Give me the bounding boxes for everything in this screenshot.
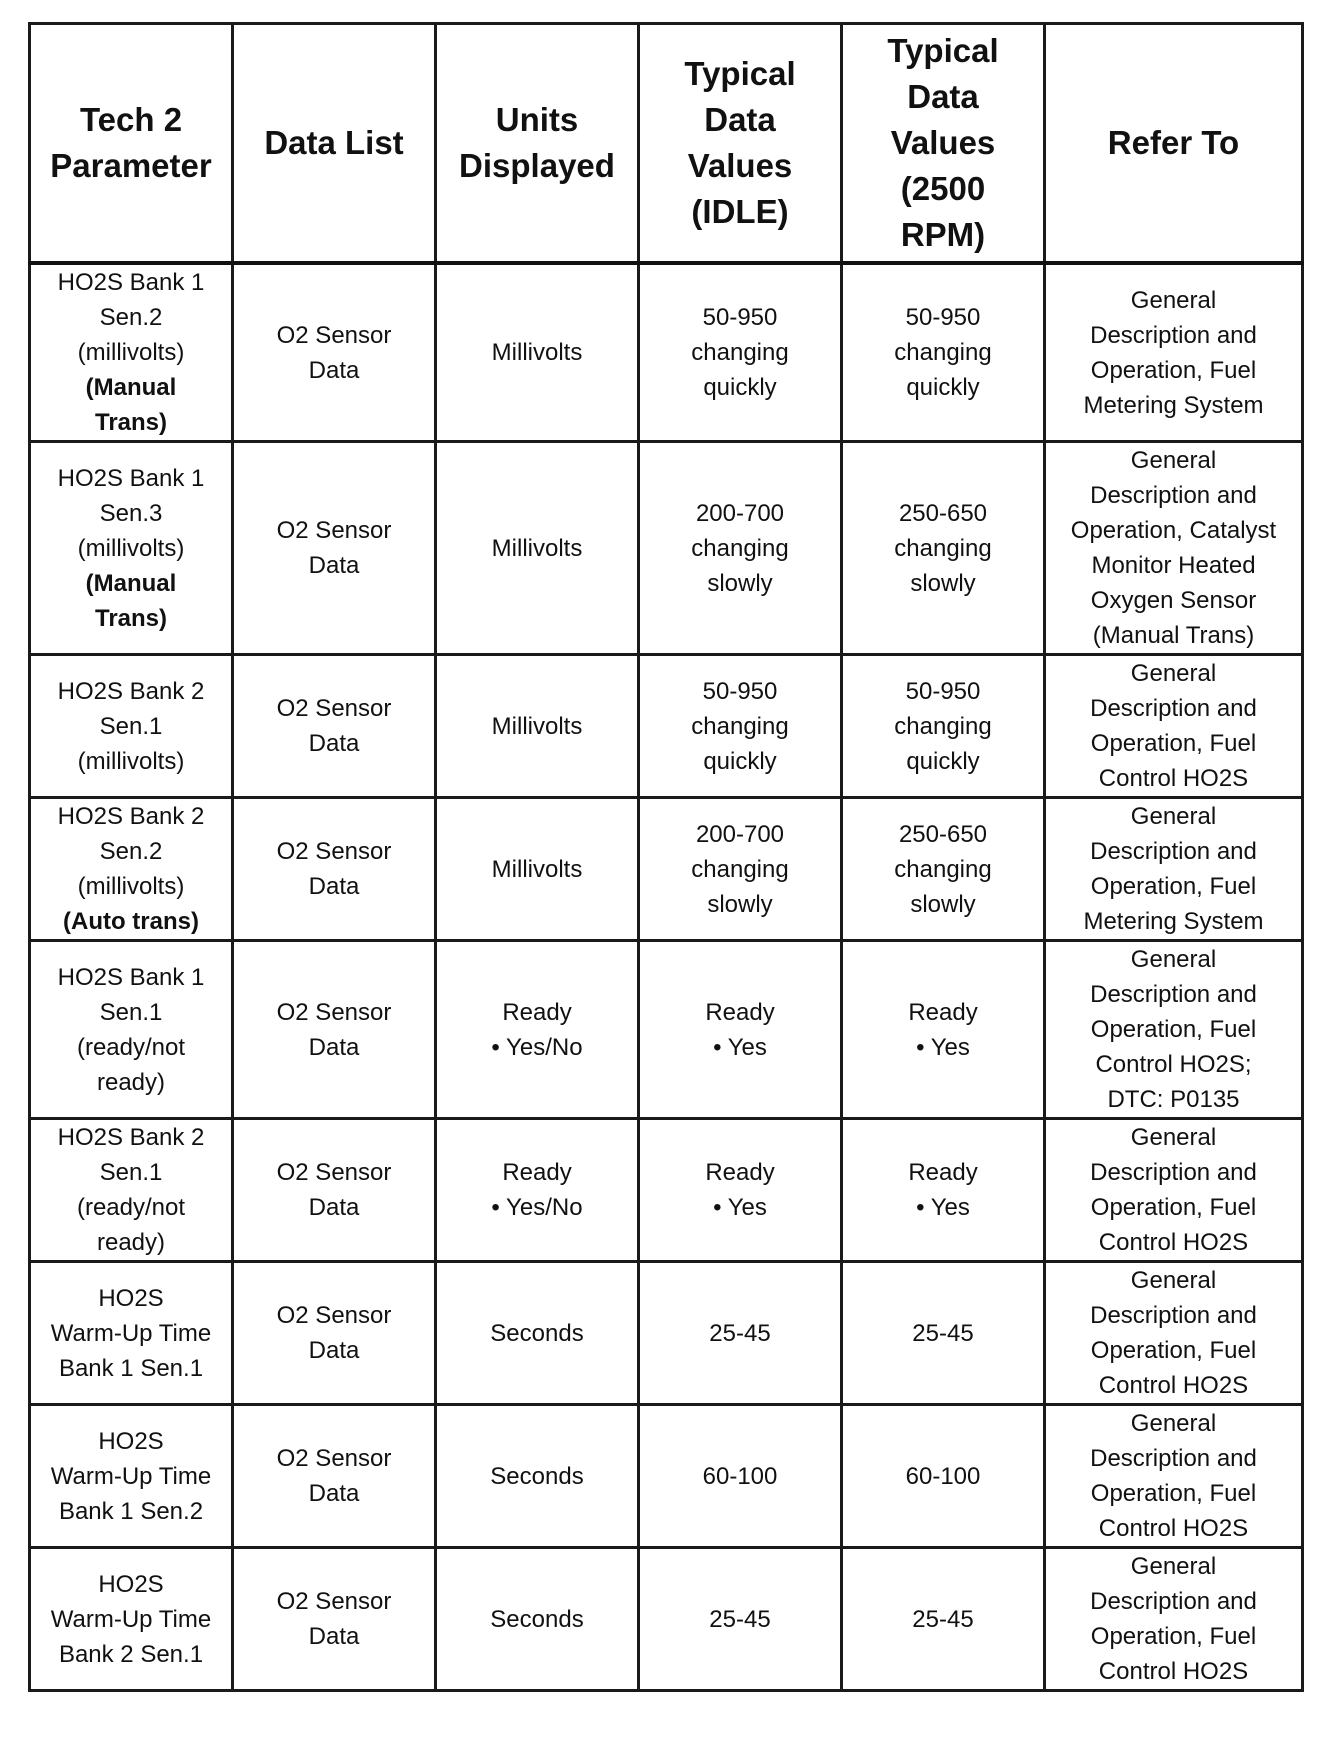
cell-line: General (1130, 1410, 1217, 1437)
cell-line: • Yes (713, 1194, 767, 1221)
table-row (30, 798, 1303, 941)
data-list-cell (233, 1119, 436, 1262)
refer-to-cell (1045, 798, 1303, 941)
cell-line: changing (894, 339, 992, 366)
cell-line: Ready (705, 998, 775, 1026)
cell-line: Control HO2S (1098, 765, 1249, 792)
data-list-cell (233, 1405, 436, 1548)
cell-line: HO2S (98, 1570, 164, 1598)
cell-line: HO2S (98, 1427, 164, 1455)
units-cell (436, 798, 639, 941)
column-header-parameter (30, 24, 233, 264)
column-header-idle-values (639, 24, 842, 264)
cell-line: • Yes (916, 1194, 970, 1221)
cell-line: HO2S Bank 1 (57, 269, 205, 296)
cell-line: Millivolts (491, 339, 583, 366)
cell-line: Seconds (490, 1605, 584, 1633)
cell-line: 250-650 (898, 499, 988, 527)
cell-line: quickly (703, 747, 777, 775)
header-line: Values (890, 124, 996, 161)
rpm-value-cell (842, 1405, 1045, 1548)
cell-line-bold: Trans) (94, 604, 168, 632)
header-line: Data List (264, 124, 404, 161)
cell-line: Warm-Up Time (50, 1605, 212, 1633)
units-cell (436, 442, 639, 655)
units-cell (436, 263, 639, 442)
cell-line: Description and (1090, 321, 1257, 349)
cell-line: O2 Sensor (276, 998, 392, 1026)
parameter-cell (30, 941, 233, 1119)
refer-to-cell (1045, 1405, 1303, 1548)
cell-line: Control HO2S (1098, 1229, 1249, 1256)
cell-line: Description and (1090, 981, 1257, 1008)
header-line: Data (907, 78, 979, 115)
cell-line: DTC: P0135 (1107, 1086, 1240, 1113)
cell-line: O2 Sensor (276, 1302, 392, 1329)
cell-line: • Yes/No (491, 1194, 583, 1221)
cell-line: Description and (1090, 1159, 1257, 1186)
cell-line: 50-950 (702, 677, 778, 705)
cell-line: Sen.1 (99, 998, 163, 1026)
cell-line: changing (894, 855, 992, 883)
cell-line: HO2S (98, 1284, 164, 1312)
units-cell (436, 655, 639, 798)
parameter-cell (30, 442, 233, 655)
column-header-refer-to (1045, 24, 1303, 264)
header-row (30, 24, 1303, 264)
parameter-cell (30, 655, 233, 798)
cell-line: HO2S Bank 2 (57, 1124, 205, 1151)
cell-line: Ready (705, 1159, 775, 1186)
cell-line: (millivolts) (77, 747, 185, 775)
header-line: (IDLE) (691, 193, 789, 230)
header-line: Parameter (50, 147, 212, 184)
cell-line: 50-950 (702, 304, 778, 331)
units-cell (436, 1548, 639, 1691)
cell-line: Operation, Fuel (1090, 1194, 1257, 1221)
cell-line: quickly (906, 747, 980, 775)
cell-line: Millivolts (491, 712, 583, 740)
data-list-cell (233, 1262, 436, 1405)
cell-line: O2 Sensor (276, 517, 392, 544)
cell-line: 200-700 (695, 499, 785, 527)
rpm-value-cell (842, 263, 1045, 442)
cell-line: • Yes (916, 1033, 970, 1061)
cell-line: Sen.1 (99, 712, 163, 740)
cell-line: 200-700 (695, 820, 785, 848)
cell-line: Seconds (490, 1462, 584, 1490)
cell-line: General (1130, 1267, 1217, 1294)
rpm-value-cell (842, 1548, 1045, 1691)
cell-line: 25-45 (709, 1319, 771, 1347)
cell-line: ready) (96, 1229, 166, 1256)
table-row (30, 941, 1303, 1119)
cell-line: Description and (1090, 1588, 1257, 1615)
cell-line: Data (308, 356, 360, 384)
cell-line: 60-100 (702, 1462, 778, 1490)
idle-value-cell (639, 1405, 842, 1548)
table-row (30, 442, 1303, 655)
header-line: (2500 (900, 170, 986, 207)
cell-line: Operation, Fuel (1090, 1480, 1257, 1507)
rpm-value-cell (842, 1262, 1045, 1405)
cell-line: HO2S Bank 2 (57, 677, 205, 705)
cell-line: O2 Sensor (276, 321, 392, 349)
cell-line: 25-45 (912, 1319, 974, 1347)
cell-line: Description and (1090, 695, 1257, 722)
cell-line: O2 Sensor (276, 1159, 392, 1186)
cell-line: Operation, Fuel (1090, 873, 1257, 900)
idle-value-cell (639, 1262, 842, 1405)
table-body (30, 263, 1303, 1691)
cell-line: HO2S Bank 2 (57, 803, 205, 830)
cell-line: Ready (908, 998, 978, 1026)
cell-line: changing (894, 534, 992, 562)
header-line: Displayed (459, 147, 615, 184)
parameter-cell (30, 1119, 233, 1262)
cell-line: Operation, Fuel (1090, 1016, 1257, 1043)
cell-line: General (1130, 286, 1217, 314)
cell-line: General (1130, 1124, 1217, 1151)
cell-line: Ready (908, 1159, 978, 1186)
table-row (30, 655, 1303, 798)
cell-line: Bank 2 Sen.1 (58, 1640, 204, 1668)
data-list-cell (233, 263, 436, 442)
cell-line: slowly (910, 890, 976, 918)
idle-value-cell (639, 1548, 842, 1691)
header-line: Refer To (1107, 124, 1240, 161)
cell-line: Data (308, 1033, 360, 1061)
table-row (30, 1262, 1303, 1405)
cell-line: Oxygen Sensor (1090, 587, 1257, 614)
cell-line: Millivolts (491, 855, 583, 883)
cell-line: 250-650 (898, 820, 988, 848)
idle-value-cell (639, 263, 842, 442)
cell-line: Operation, Fuel (1090, 1623, 1257, 1650)
refer-to-cell (1045, 1548, 1303, 1691)
refer-to-cell (1045, 1119, 1303, 1262)
cell-line: Metering System (1083, 391, 1264, 419)
data-list-cell (233, 442, 436, 655)
cell-line: • Yes (713, 1033, 767, 1061)
cell-line: 50-950 (905, 304, 981, 331)
cell-line: 25-45 (709, 1605, 771, 1633)
header-line: Data (704, 101, 776, 138)
refer-to-cell (1045, 1262, 1303, 1405)
data-list-cell (233, 655, 436, 798)
cell-line: Operation, Fuel (1090, 1337, 1257, 1364)
cell-line: quickly (906, 374, 980, 401)
column-header-data-list (233, 24, 436, 264)
cell-line: Data (308, 552, 360, 579)
header-line: Values (687, 147, 793, 184)
cell-line: Data (308, 1337, 360, 1364)
data-list-cell (233, 798, 436, 941)
cell-line: Data (308, 730, 360, 757)
rpm-value-cell (842, 655, 1045, 798)
refer-to-cell (1045, 655, 1303, 798)
units-cell (436, 941, 639, 1119)
refer-to-cell (1045, 442, 1303, 655)
cell-line: (ready/not (76, 1033, 186, 1061)
cell-line: Operation, Catalyst (1070, 517, 1277, 544)
table-row (30, 1119, 1303, 1262)
idle-value-cell (639, 941, 842, 1119)
cell-line: (millivolts) (77, 534, 185, 562)
cell-line: changing (894, 712, 992, 740)
parameter-cell (30, 263, 233, 442)
table-row (30, 1405, 1303, 1548)
cell-line: quickly (703, 374, 777, 401)
rpm-value-cell (842, 442, 1045, 655)
cell-line: Data (308, 1194, 360, 1221)
cell-line: Operation, Fuel (1090, 730, 1257, 757)
cell-line: 50-950 (905, 677, 981, 705)
data-list-cell (233, 941, 436, 1119)
cell-line: Sen.2 (99, 304, 163, 331)
cell-line: HO2S Bank 1 (57, 963, 205, 991)
rpm-value-cell (842, 941, 1045, 1119)
parameter-cell (30, 1548, 233, 1691)
parameter-table (28, 22, 1304, 1692)
cell-line: (Manual Trans) (1092, 622, 1255, 649)
cell-line: Millivolts (491, 534, 583, 562)
column-header-rpm-values (842, 24, 1045, 264)
cell-line: Sen.1 (99, 1159, 163, 1186)
cell-line: Data (308, 873, 360, 900)
cell-line: changing (691, 534, 789, 562)
units-cell (436, 1262, 639, 1405)
header-line: Units (495, 101, 579, 138)
cell-line: Ready (502, 998, 572, 1026)
cell-line-bold: Trans) (94, 409, 168, 436)
cell-line: Ready (502, 1159, 572, 1186)
header-line: Typical (887, 32, 999, 69)
header-line: Tech 2 (79, 101, 183, 138)
cell-line-bold: (Manual (85, 374, 177, 401)
cell-line: changing (691, 712, 789, 740)
idle-value-cell (639, 442, 842, 655)
idle-value-cell (639, 655, 842, 798)
cell-line: O2 Sensor (276, 1588, 392, 1615)
cell-line: Data (308, 1480, 360, 1507)
rpm-value-cell (842, 798, 1045, 941)
cell-line: Data (308, 1623, 360, 1650)
cell-line: (millivolts) (77, 873, 185, 900)
refer-to-cell (1045, 941, 1303, 1119)
cell-line: • Yes/No (491, 1033, 583, 1061)
idle-value-cell (639, 798, 842, 941)
cell-line: General (1130, 946, 1217, 973)
cell-line: O2 Sensor (276, 1445, 392, 1472)
table-row (30, 1548, 1303, 1691)
cell-line: Description and (1090, 1445, 1257, 1472)
cell-line: General (1130, 447, 1217, 474)
cell-line: Bank 1 Sen.2 (58, 1497, 204, 1525)
cell-line: slowly (910, 569, 976, 597)
table-row (30, 263, 1303, 442)
cell-line: Control HO2S (1098, 1515, 1249, 1542)
data-list-cell (233, 1548, 436, 1691)
parameter-cell (30, 1405, 233, 1548)
cell-line: 60-100 (905, 1462, 981, 1490)
cell-line: Bank 1 Sen.1 (58, 1354, 204, 1382)
cell-line: ready) (96, 1068, 166, 1096)
cell-line-bold: (Manual (85, 569, 177, 597)
cell-line: Sen.3 (99, 499, 163, 527)
cell-line: (millivolts) (77, 339, 185, 366)
cell-line: Warm-Up Time (50, 1462, 212, 1490)
cell-line: Seconds (490, 1319, 584, 1347)
cell-line: Description and (1090, 838, 1257, 865)
cell-line: Description and (1090, 1302, 1257, 1329)
units-cell (436, 1119, 639, 1262)
cell-line: Monitor Heated (1091, 552, 1256, 579)
cell-line: slowly (707, 890, 773, 918)
idle-value-cell (639, 1119, 842, 1262)
parameter-cell (30, 798, 233, 941)
cell-line: O2 Sensor (276, 838, 392, 865)
cell-line: HO2S Bank 1 (57, 464, 205, 492)
units-cell (436, 1405, 639, 1548)
cell-line: (ready/not (76, 1194, 186, 1221)
cell-line: slowly (707, 569, 773, 597)
cell-line: Operation, Fuel (1090, 356, 1257, 384)
cell-line: Control HO2S; (1095, 1051, 1252, 1078)
cell-line: General (1130, 803, 1217, 830)
cell-line: Description and (1090, 482, 1257, 509)
table-header (30, 24, 1303, 264)
cell-line: 25-45 (912, 1605, 974, 1633)
cell-line: O2 Sensor (276, 695, 392, 722)
cell-line: Control HO2S (1098, 1658, 1249, 1685)
cell-line: General (1130, 1553, 1217, 1580)
cell-line: changing (691, 855, 789, 883)
cell-line-bold: (Auto trans) (63, 908, 199, 935)
parameter-cell (30, 1262, 233, 1405)
cell-line: Metering System (1083, 908, 1264, 935)
cell-line: Control HO2S (1098, 1372, 1249, 1399)
cell-line: Sen.2 (99, 838, 163, 865)
rpm-value-cell (842, 1119, 1045, 1262)
header-line: RPM) (900, 216, 986, 253)
refer-to-cell (1045, 263, 1303, 442)
column-header-units (436, 24, 639, 264)
cell-line: Warm-Up Time (50, 1319, 212, 1347)
cell-line: General (1130, 660, 1217, 687)
cell-line: changing (691, 339, 789, 366)
header-line: Typical (684, 55, 796, 92)
